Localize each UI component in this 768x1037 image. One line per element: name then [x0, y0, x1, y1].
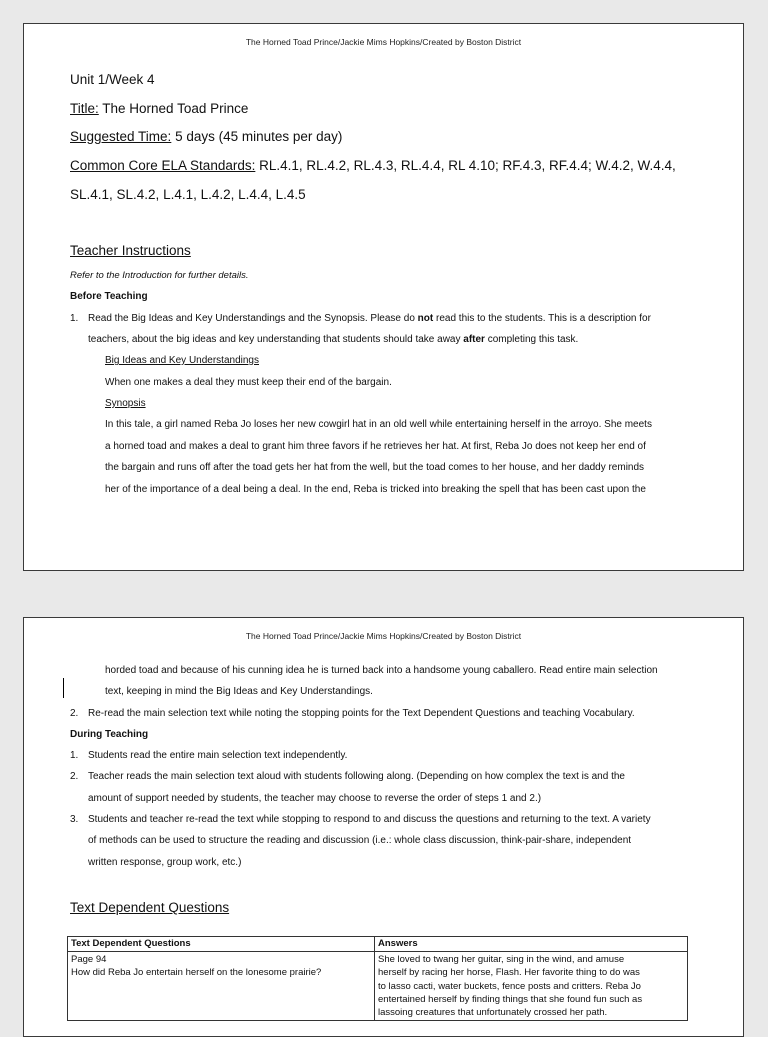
answer-line: to lasso cacti, water buckets, fence posts and critters. Reba Jo [378, 980, 641, 992]
column-header-answers: Answers [375, 937, 688, 952]
before-teaching-heading: Before Teaching [70, 291, 148, 302]
synopsis-continued-line-2: text, keeping in mind the Big Ideas and Key Understandings. [105, 686, 373, 697]
suggested-time-line [70, 129, 342, 144]
suggested-time-label: Suggested Time: [70, 129, 172, 144]
document-page-2 [23, 617, 744, 1037]
during-step-2-number: 2. [70, 771, 79, 782]
synopsis-line: her of the importance of a deal being a deal. In the end, Reba is tricked into breaking the spell that has been cast upon the [105, 484, 646, 495]
suggested-time-value: 5 days (45 minutes per day) [171, 129, 343, 144]
step-1-line-1 [88, 313, 651, 324]
synopsis-line: the bargain and runs off after the toad gets her hat from the well, but the toad comes to her house, and her daddy reminds [105, 462, 645, 473]
question-page: Page 94 [71, 954, 107, 965]
answer-line: She loved to twang her guitar, sing in the wind, and amuse [378, 954, 625, 965]
answer-line: lassoing creatures that unfortunately crossed her path. [378, 1007, 608, 1019]
tdq-heading: Text Dependent Questions [70, 900, 230, 915]
title-value: The Horned Toad Prince [98, 101, 249, 116]
document-page-1 [23, 23, 744, 571]
during-step-2-line-1: Teacher reads the main selection text aloud with students following along. (Depending on how complex the text is and the [88, 771, 625, 782]
step-1-text-b: read this to the students. This is a description for [433, 313, 651, 324]
big-ideas-heading: Big Ideas and Key Understandings [105, 355, 259, 366]
during-step-3-line-2: of methods can be used to structure the reading and discussion (i.e.: whole class discussion, think-pair-share, independent [88, 835, 632, 846]
table-header-row [68, 937, 688, 952]
title-line [70, 101, 248, 116]
page-header: The Horned Toad Prince/Jackie Mims Hopkins/Created by Boston District [245, 37, 522, 47]
during-step-3-line-3: written response, group work, etc.) [88, 857, 242, 868]
standards-label: Common Core ELA Standards: [70, 158, 256, 173]
answer-line: entertained herself by finding things that she found fun such as [378, 993, 643, 1005]
step-1-after: after [463, 334, 485, 345]
synopsis-continued-line-1: horded toad and because of his cunning idea he is turned back into a handsome young caballero. Read entire main selection [105, 665, 658, 676]
page-header: The Horned Toad Prince/Jackie Mims Hopkins/Created by Boston District [245, 631, 522, 641]
question-cell [68, 952, 375, 1021]
during-step-3-number: 3. [70, 814, 79, 825]
unit-week: Unit 1/Week 4 [70, 72, 155, 87]
synopsis-heading: Synopsis [105, 398, 146, 409]
table-row [68, 952, 688, 1021]
synopsis-line: a horned toad and makes a deal to grant him three favors if he retrieves her hat. At first, Reba Jo does not keep her end of [105, 441, 646, 452]
answer-line: herself by racing her horse, Flash. Her favorite thing to do was [378, 967, 640, 979]
during-teaching-heading: During Teaching [70, 729, 149, 740]
step-2-text: Re-read the main selection text while noting the stopping points for the Text Dependent Questions and teaching Vocabulary. [88, 708, 635, 719]
step-1-not: not [417, 313, 434, 324]
during-step-1-text: Students read the entire main selection text independently. [88, 750, 348, 761]
during-step-1-number: 1. [70, 750, 79, 761]
refer-note: Refer to the Introduction for further details. [70, 270, 249, 281]
step-1-line-2 [88, 334, 578, 345]
standards-value-1: RL.4.1, RL.4.2, RL.4.3, RL.4.4, RL 4.10; RF.4.3, RF.4.4; W.4.2, W.4.4, [255, 158, 676, 173]
synopsis-line: In this tale, a girl named Reba Jo loses her new cowgirl hat in an old well while entertaining herself in the arroyo. She meets [105, 419, 652, 430]
text-cursor [63, 678, 64, 698]
during-step-2-line-2: amount of support needed by students, the teacher may choose to reverse the order of steps 1 and 2.) [88, 793, 542, 804]
step-2-number: 2. [70, 708, 79, 719]
question-text: How did Reba Jo entertain herself on the lonesome prairie? [71, 967, 322, 978]
title-label: Title: [70, 101, 99, 116]
step-1-text-d: completing this task. [484, 334, 579, 345]
big-ideas-text: When one makes a deal they must keep their end of the bargain. [105, 377, 392, 388]
column-header-questions: Text Dependent Questions [68, 937, 375, 952]
standards-line-1 [70, 158, 676, 173]
standards-line-2: SL.4.1, SL.4.2, L.4.1, L.4.2, L.4.4, L.4.5 [70, 187, 306, 202]
teacher-instructions-heading: Teacher Instructions [70, 243, 191, 258]
during-step-3-line-1: Students and teacher re-read the text while stopping to respond to and discuss the questions and returning to the text. A variety [88, 814, 651, 825]
step-1-text-c: teachers, about the big ideas and key understanding that students should take away [88, 334, 464, 345]
step-1-number: 1. [70, 313, 79, 324]
step-1-text-a: Read the Big Ideas and Key Understandings and the Synopsis. Please do [88, 313, 418, 324]
answer-cell [375, 952, 688, 1021]
tdq-table [67, 936, 688, 1021]
